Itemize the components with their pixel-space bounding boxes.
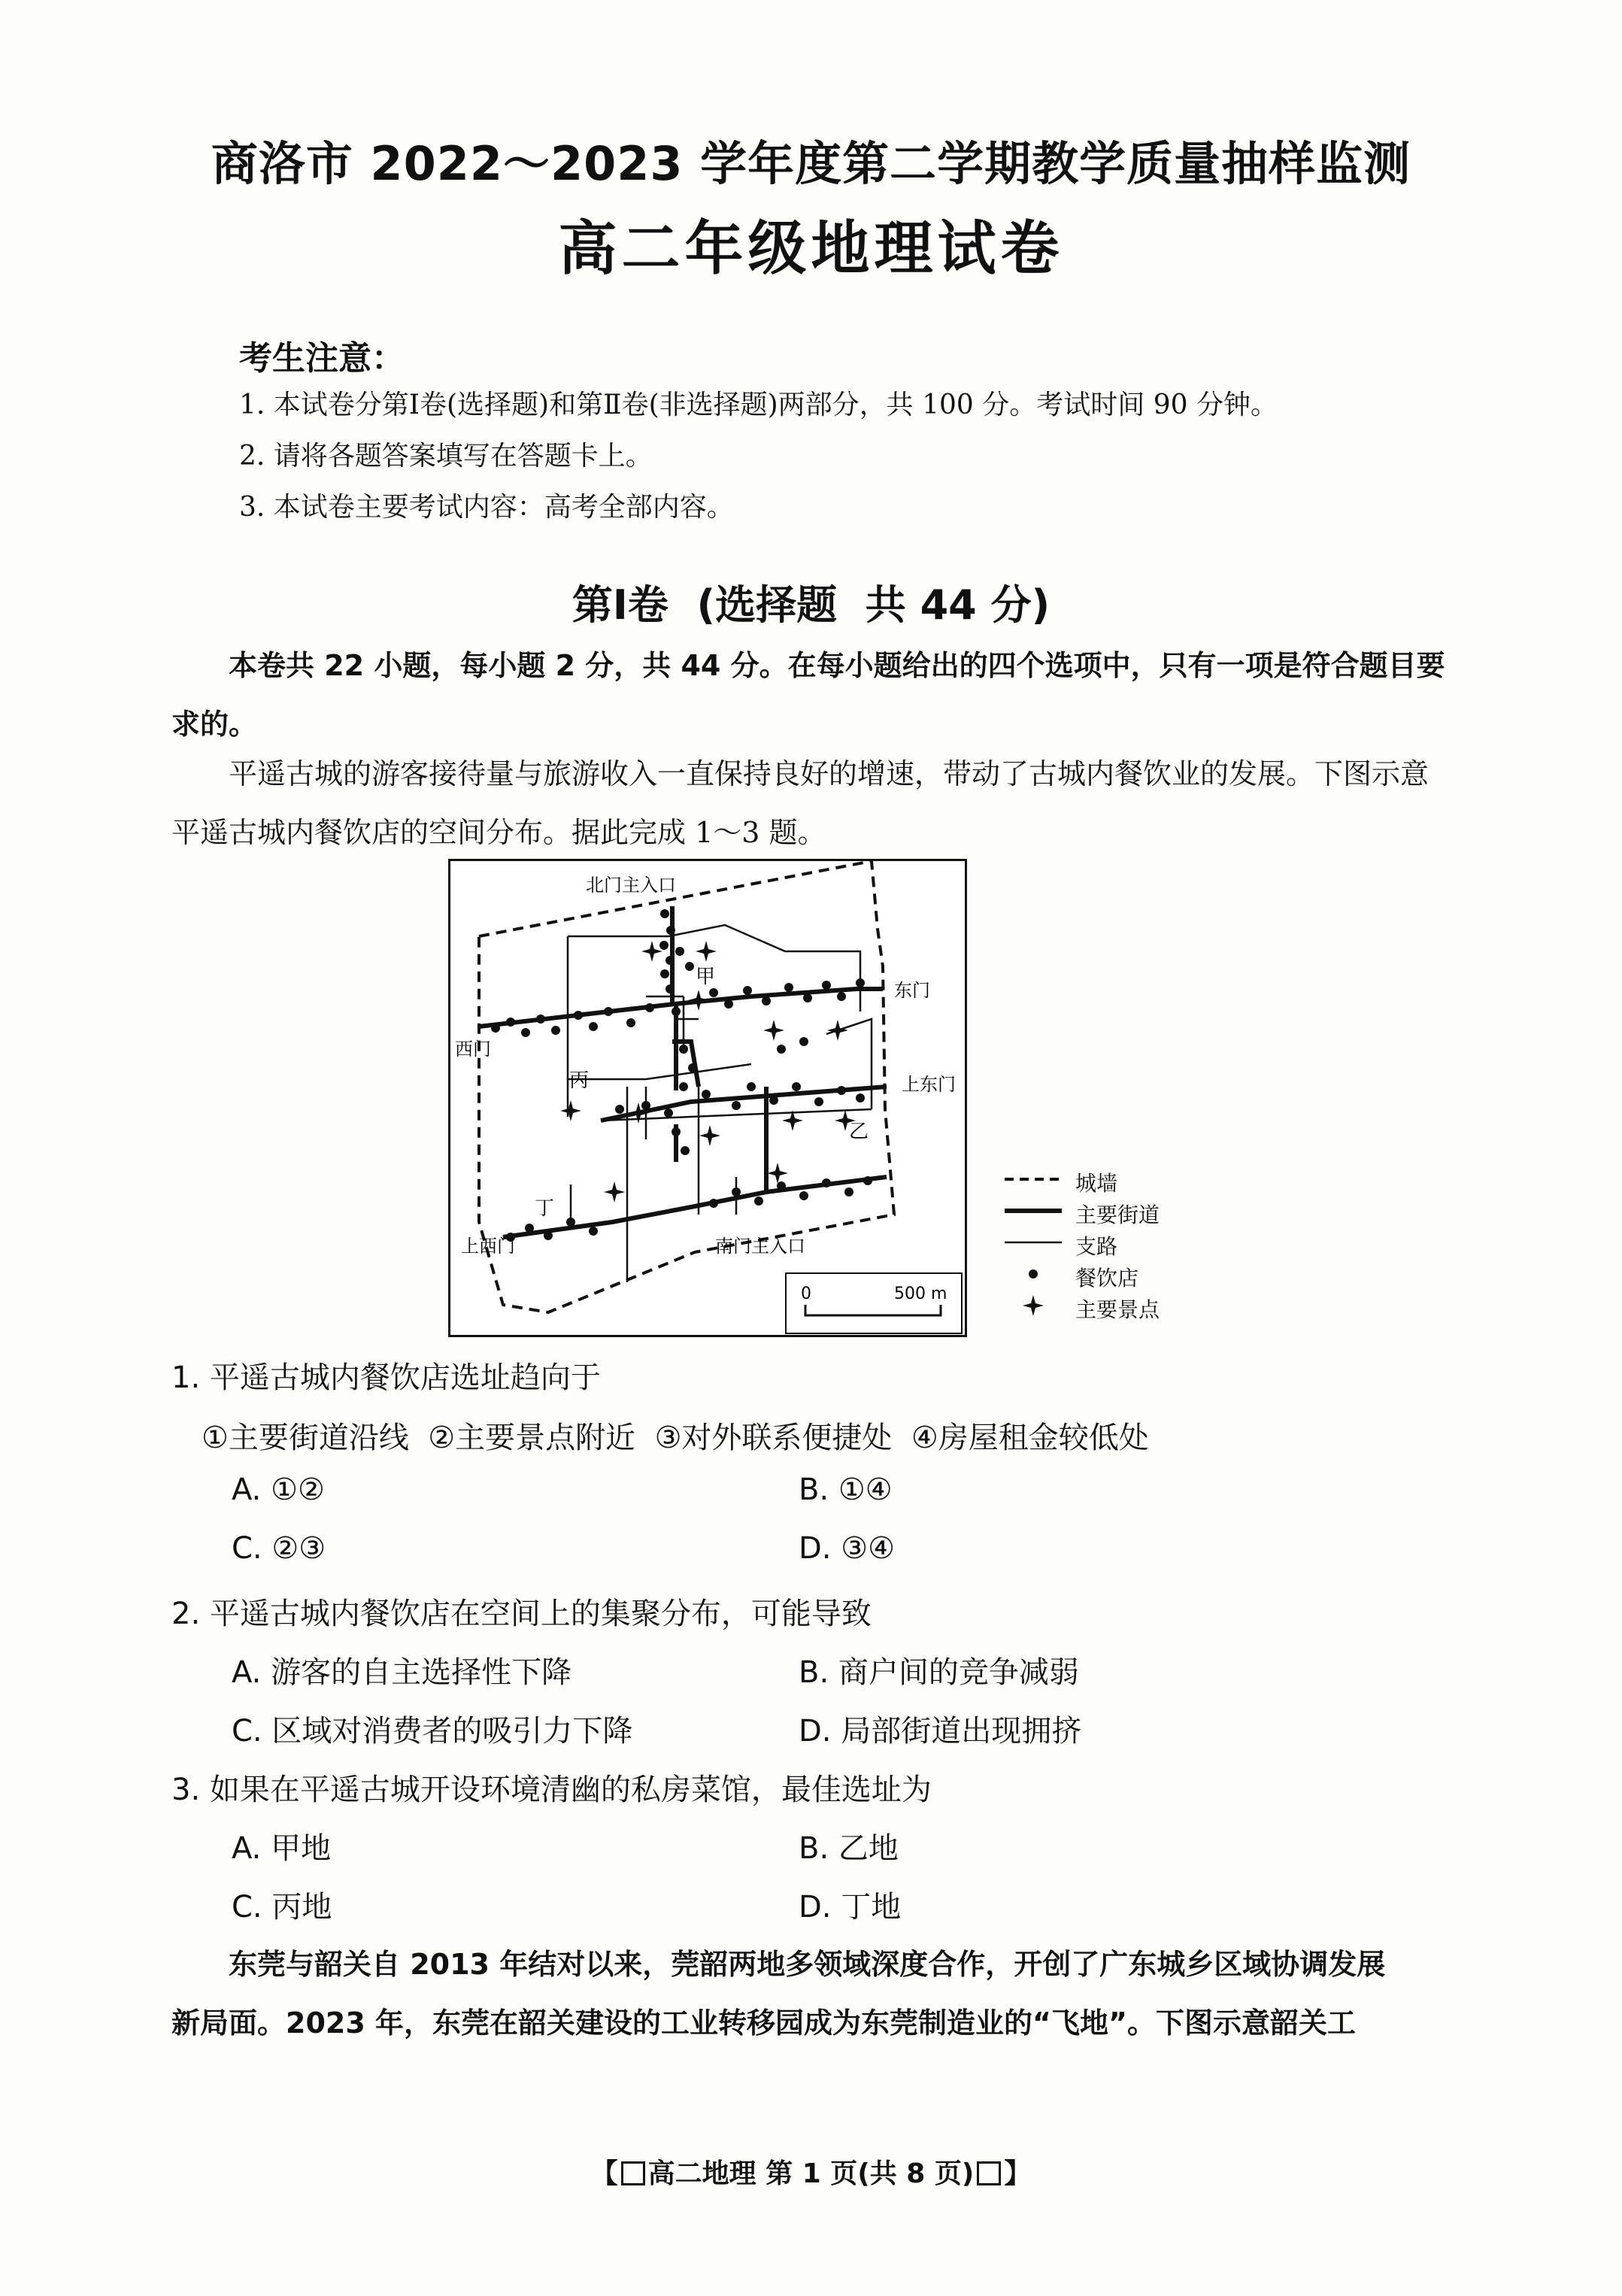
part1-title: 第Ⅰ卷 (选择题 共 44 分) [571, 581, 1051, 629]
scale-zero: 0 [801, 1284, 811, 1303]
legend-symbols [1000, 1164, 1068, 1330]
notice-item-3: 3. 本试卷主要考试内容：高考全部内容。 [239, 492, 734, 523]
question-1-option-a[interactable]: A. ①② [232, 1473, 325, 1507]
pingyao-map [448, 859, 967, 1337]
footer-text: 高二地理 第 1 页(共 8 页) [647, 2158, 975, 2189]
map-label-yi: 乙 [849, 1121, 869, 1143]
legend-branch-road: 支路 [1075, 1234, 1118, 1259]
footer-box-left [621, 2161, 645, 2185]
branch-roads [568, 925, 872, 1282]
question-1-stem: 1. 平遥古城内餐饮店选址趋向于 [171, 1360, 601, 1395]
question-1-statements: ①主要街道沿线 ②主要景点附近 ③对外联系便捷处 ④房屋租金较低处 [202, 1421, 1149, 1455]
page-footer: 【 高二地理 第 1 页(共 8 页) 】 [590, 2158, 1032, 2189]
question-3-option-d[interactable]: D. 丁地 [799, 1890, 902, 1924]
question-1-option-b[interactable]: B. ①④ [799, 1473, 893, 1507]
map-label-upper-west-gate: 上西门 [461, 1236, 515, 1257]
map-svg [450, 861, 965, 1335]
map-label-jia: 甲 [696, 966, 716, 988]
question-2-option-d[interactable]: D. 局部街道出现拥挤 [799, 1714, 1082, 1749]
legend-restaurant: 餐饮店 [1075, 1266, 1139, 1291]
notice-heading: 考生注意： [239, 339, 405, 378]
notice-item-1: 1. 本试卷分第Ⅰ卷(选择题)和第Ⅱ卷(非选择题)两部分，共 100 分。考试时间 90 分钟。 [239, 390, 1278, 420]
legend-city-wall: 城墙 [1075, 1171, 1118, 1196]
legend-main-street: 主要街道 [1075, 1203, 1160, 1227]
legend-scenic-spot: 主要景点 [1075, 1297, 1160, 1322]
map-label-upper-east-gate: 上东门 [902, 1074, 956, 1095]
main-streets [479, 906, 887, 1237]
part1-instruction: 本卷共 22 小题，每小题 2 分，共 44 分。在每小题给出的四个选项中，只有一项是符合题目要求的。 [171, 649, 1445, 741]
scale-bar [786, 1273, 962, 1333]
question-3-option-a[interactable]: A. 甲地 [232, 1831, 332, 1866]
question-1-option-d[interactable]: D. ③④ [799, 1531, 895, 1566]
exam-subtitle: 高二年级地理试卷 [558, 215, 1064, 283]
question-1-option-c[interactable]: C. ②③ [232, 1531, 326, 1566]
notice-item-2: 2. 请将各题答案填写在答题卡上。 [239, 441, 653, 472]
map-label-east-gate: 东门 [894, 980, 930, 1001]
question-2-option-c[interactable]: C. 区域对消费者的吸引力下降 [232, 1714, 633, 1749]
passage-2-line-2: 新局面。2023 年，东莞在韶关建设的工业转移园成为东莞制造业的“飞地”。下图示意韶关工 [171, 2006, 1356, 2040]
map-label-north-gate: 北门主入口 [586, 875, 676, 896]
scale-distance: 500 m [894, 1284, 947, 1303]
footer-box-right [977, 2161, 1001, 2185]
exam-title: 商洛市 2022～2023 学年度第二学期教学质量抽样监测 [211, 136, 1411, 191]
question-3-stem: 3. 如果在平遥古城开设环境清幽的私房菜馆，最佳选址为 [171, 1773, 932, 1807]
passage-1: 平遥古城的游客接待量与旅游收入一直保持良好的增速，带动了古城内餐饮业的发展。下图示意平遥古城内餐饮店的空间分布。据此完成 1～3 题。 [171, 757, 1429, 849]
question-3-option-b[interactable]: B. 乙地 [799, 1831, 899, 1866]
question-2-option-b[interactable]: B. 商户间的竞争减弱 [799, 1655, 1079, 1690]
map-legend [1000, 1164, 1226, 1330]
map-label-ding: 丁 [535, 1197, 555, 1220]
passage-2-line-1: 东莞与韶关自 2013 年结对以来，莞韶两地多领域深度合作，开创了广东城乡区域协调发展 [229, 1948, 1386, 1981]
map-label-south-gate: 南门主入口 [715, 1236, 805, 1257]
question-3-option-c[interactable]: C. 丙地 [232, 1890, 332, 1924]
question-2-option-a[interactable]: A. 游客的自主选择性下降 [232, 1655, 572, 1690]
map-label-west-gate: 西门 [455, 1039, 491, 1060]
map-label-bing: 丙 [569, 1069, 590, 1092]
question-2-stem: 2. 平遥古城内餐饮店在空间上的集聚分布，可能导致 [171, 1597, 872, 1631]
restaurant-dots [491, 909, 872, 1242]
